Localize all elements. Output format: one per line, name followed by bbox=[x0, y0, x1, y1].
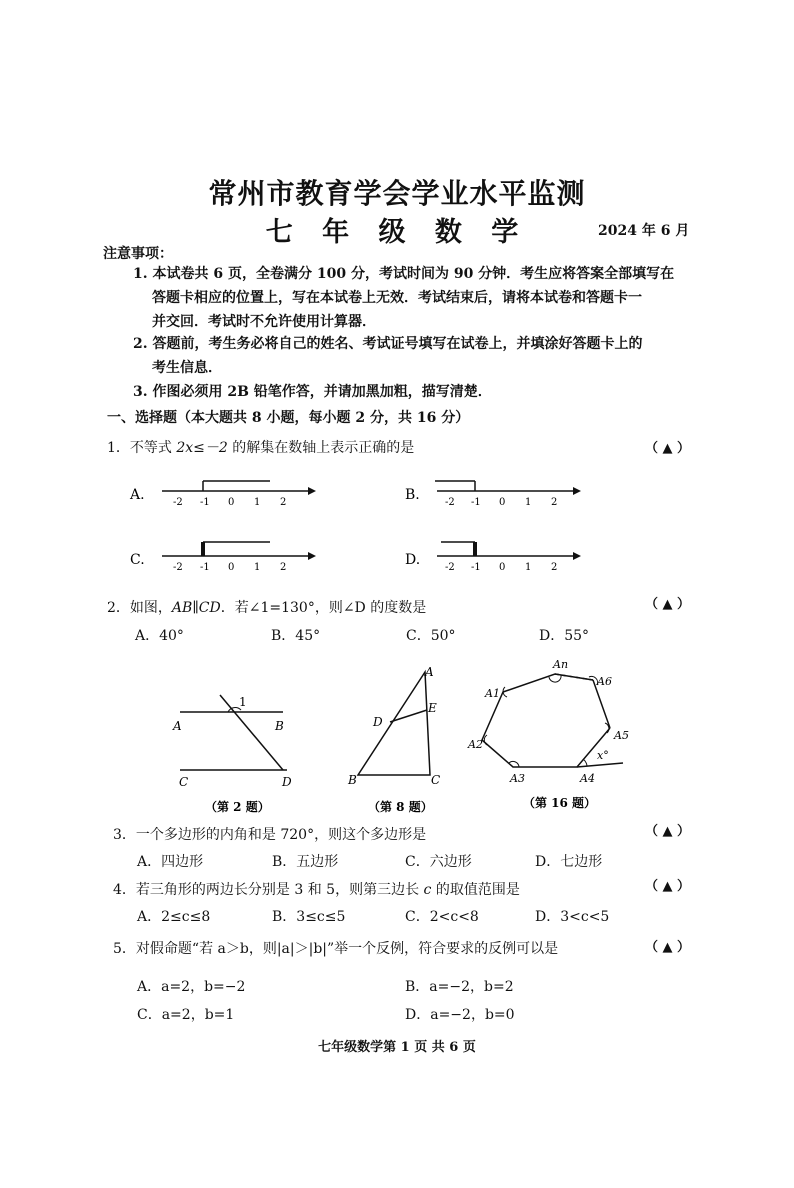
question-2-option-a[interactable]: A．40° bbox=[135, 628, 184, 644]
exam-subtitle: 七 年 级 数 学 bbox=[265, 217, 529, 248]
question-4-text-2: 的取值范围是 bbox=[431, 882, 520, 898]
tick-label: 0 bbox=[228, 562, 235, 573]
angle-label: x° bbox=[597, 749, 609, 762]
exam-title: 常州市教育学会学业水平监测 bbox=[208, 177, 586, 210]
question-4-stem bbox=[113, 879, 520, 899]
option-c-label: C. bbox=[130, 552, 145, 568]
question-1-text-2: 的解集在数轴上表示正确的是 bbox=[227, 440, 415, 456]
tick-label: 1 bbox=[254, 562, 261, 573]
vertex-label: A5 bbox=[614, 729, 629, 742]
question-5-text: 对假命题“若 a＞b，则|a|＞|b|”举一个反例，符合要求的反例可以是 bbox=[135, 941, 559, 957]
tick-label: -1 bbox=[471, 497, 481, 508]
question-3-option-b[interactable]: B．五边形 bbox=[272, 854, 339, 870]
page-footer: 七年级数学第 1 页 共 6 页 bbox=[318, 1040, 476, 1055]
vertex-label: A1 bbox=[485, 687, 500, 700]
question-4-option-c[interactable]: C．2<c<8 bbox=[405, 909, 479, 925]
figure-caption: （第 16 题） bbox=[523, 796, 597, 810]
number-line-option-a[interactable] bbox=[120, 465, 320, 517]
point-label: B bbox=[348, 773, 357, 787]
question-2-expr: AB∥CD bbox=[171, 600, 221, 616]
question-5-stem bbox=[113, 938, 558, 958]
tick-label: -1 bbox=[200, 562, 210, 573]
question-number: 1． bbox=[107, 440, 130, 456]
vertex-label: A3 bbox=[510, 772, 525, 785]
exam-date: 2024 年 6 月 bbox=[598, 223, 690, 239]
notice-line-6: 3. 作图必须用 2B 铅笔作答，并请加黑加粗，描写清楚． bbox=[133, 384, 492, 400]
tick-label: 1 bbox=[525, 562, 532, 573]
question-4-option-a[interactable]: A．2≤c≤8 bbox=[137, 909, 211, 925]
question-3-stem bbox=[113, 824, 426, 844]
figure-question-16 bbox=[465, 655, 635, 815]
notice-line-3: 并交回．考试时不允许使用计算器． bbox=[152, 314, 376, 330]
notice-line-5: 考生信息． bbox=[152, 360, 222, 376]
question-2-text-2: ．若∠1=130°，则∠D 的度数是 bbox=[220, 600, 427, 616]
figure-caption: （第 8 题） bbox=[368, 800, 433, 814]
figure-question-8 bbox=[340, 660, 460, 815]
question-1-expr: 2x≤－2 bbox=[176, 440, 228, 456]
question-5-option-a[interactable]: A．a=2，b=−2 bbox=[137, 979, 246, 995]
question-number: 3． bbox=[113, 827, 136, 843]
question-3-option-a[interactable]: A．四边形 bbox=[137, 854, 204, 870]
tick-label: -1 bbox=[471, 562, 481, 573]
figure-question-2 bbox=[165, 690, 315, 815]
tick-label: 2 bbox=[280, 562, 287, 573]
tick-label: 1 bbox=[525, 497, 532, 508]
question-5-option-b[interactable]: B．a=−2，b=2 bbox=[405, 979, 514, 995]
vertex-label: A2 bbox=[468, 738, 483, 751]
answer-mark[interactable]: （ ▲ ） bbox=[645, 879, 691, 894]
answer-mark[interactable]: （ ▲ ） bbox=[645, 441, 691, 456]
point-label: A bbox=[173, 719, 182, 733]
tick-label: 0 bbox=[499, 497, 506, 508]
point-label: C bbox=[179, 775, 189, 789]
vertex-label: A6 bbox=[597, 675, 612, 688]
vertex-label: A4 bbox=[580, 772, 595, 785]
question-3-text: 一个多边形的内角和是 720°，则这个多边形是 bbox=[135, 827, 427, 843]
point-label: B bbox=[275, 719, 284, 733]
question-2-stem bbox=[107, 597, 426, 617]
angle-label: 1 bbox=[239, 695, 247, 709]
answer-mark[interactable]: （ ▲ ） bbox=[645, 824, 691, 839]
question-2-option-d[interactable]: D．55° bbox=[539, 628, 590, 644]
question-3-option-d[interactable]: D．七边形 bbox=[535, 854, 603, 870]
question-2-option-b[interactable]: B．45° bbox=[271, 628, 321, 644]
question-4-text: 若三角形的两边长分别是 3 和 5，则第三边长 bbox=[135, 882, 424, 898]
point-label: A bbox=[425, 665, 434, 679]
tick-label: 2 bbox=[551, 497, 558, 508]
option-d-label: D. bbox=[405, 552, 421, 568]
question-4-var: c bbox=[423, 882, 432, 898]
answer-mark[interactable]: （ ▲ ） bbox=[645, 940, 691, 955]
number-line-option-b[interactable] bbox=[395, 465, 595, 517]
notice-line-4: 2. 答题前，考生务必将自己的姓名、考试证号填写在试卷上，并填涂好答题卡上的 bbox=[133, 336, 643, 352]
question-1-stem bbox=[107, 437, 414, 457]
section-heading: 一、选择题（本大题共 8 小题，每小题 2 分，共 16 分） bbox=[107, 410, 470, 426]
question-1-text: 不等式 bbox=[129, 440, 177, 456]
tick-label: 2 bbox=[280, 497, 287, 508]
tick-label: 0 bbox=[228, 497, 235, 508]
question-4-option-d[interactable]: D．3<c<5 bbox=[535, 909, 610, 925]
tick-label: -2 bbox=[173, 497, 183, 508]
question-2-text: 如图， bbox=[129, 600, 172, 616]
vertex-label: An bbox=[553, 658, 569, 671]
point-label: E bbox=[428, 701, 437, 715]
tick-label: 2 bbox=[551, 562, 558, 573]
question-number: 2． bbox=[107, 600, 130, 616]
number-line-option-c[interactable] bbox=[120, 530, 320, 582]
option-b-label: B. bbox=[405, 487, 420, 503]
question-5-option-d[interactable]: D．a=−2，b=0 bbox=[405, 1007, 515, 1023]
tick-label: -1 bbox=[200, 497, 210, 508]
tick-label: 1 bbox=[254, 497, 261, 508]
notice-line-1: 1. 本试卷共 6 页，全卷满分 100 分，考试时间为 90 分钟．考生应将答案全部填写在 bbox=[133, 266, 675, 282]
question-4-option-b[interactable]: B．3≤c≤5 bbox=[272, 909, 346, 925]
point-label: C bbox=[431, 773, 441, 787]
question-number: 4． bbox=[113, 882, 136, 898]
tick-label: -2 bbox=[445, 562, 455, 573]
question-3-option-c[interactable]: C．六边形 bbox=[405, 854, 472, 870]
tick-label: -2 bbox=[445, 497, 455, 508]
notice-line-2: 答题卡相应的位置上，写在本试卷上无效．考试结束后，请将本试卷和答题卡一 bbox=[152, 290, 642, 306]
question-5-option-c[interactable]: C．a=2，b=1 bbox=[137, 1007, 235, 1023]
number-line-option-d[interactable] bbox=[395, 530, 595, 582]
question-2-option-c[interactable]: C．50° bbox=[406, 628, 456, 644]
notice-heading: 注意事项： bbox=[103, 246, 173, 262]
answer-mark[interactable]: （ ▲ ） bbox=[645, 597, 691, 612]
question-number: 5． bbox=[113, 941, 136, 957]
option-a-label: A. bbox=[130, 487, 145, 503]
point-label: D bbox=[373, 715, 383, 729]
tick-label: 0 bbox=[499, 562, 506, 573]
point-label: D bbox=[282, 775, 292, 789]
figure-caption: （第 2 题） bbox=[205, 800, 270, 814]
tick-label: -2 bbox=[173, 562, 183, 573]
